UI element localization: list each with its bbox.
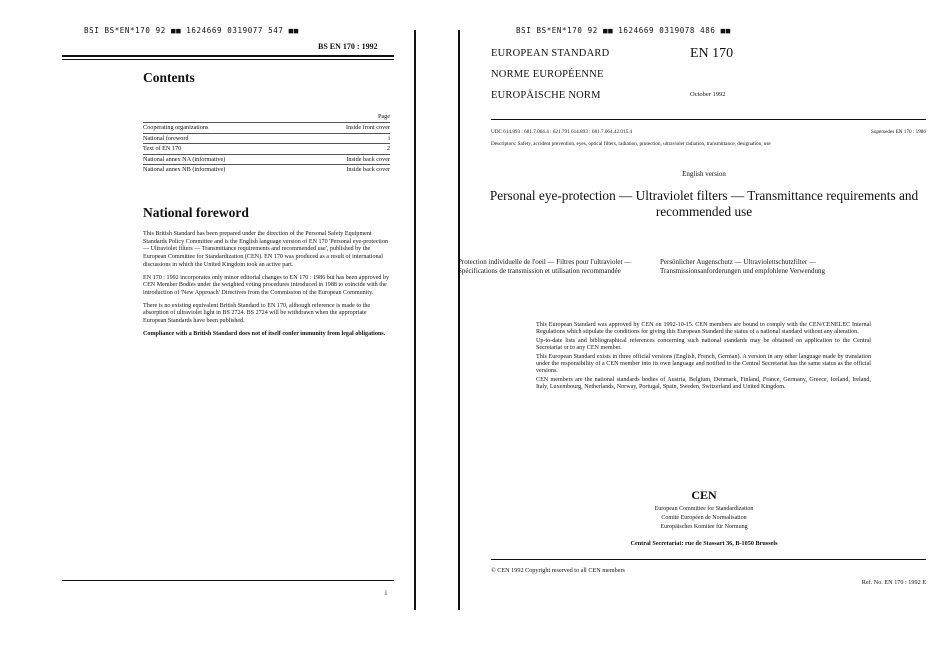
scan-header-left: BSI BS*EN*170 92 ■■ 1624669 0319077 547 ■■ xyxy=(84,26,299,35)
cen-logo: CEN xyxy=(691,488,717,502)
reference-number: Ref. No. EN 170 : 1992 E xyxy=(861,579,926,586)
toc-label: Text of EN 170 xyxy=(143,145,182,152)
header-rule xyxy=(62,55,394,57)
scan-header-right: BSI BS*EN*170 92 ■■ 1624669 0319078 486 ■■ xyxy=(516,26,731,35)
toc-row xyxy=(143,164,390,175)
foreword-paragraph: EN 170 : 1992 incorporates only minor editorial changes to EN 170 : 1986 but has been approved by CEN Member Bodies under the weighted voting procedures introduced in 1988 to coincide with the introduction of 'New Approach' Directives from the Commission of the European Community. xyxy=(143,274,390,296)
toc-label: National foreword xyxy=(143,134,189,142)
central-secretariat: Central Secretariat: rue de Stassart 36, B-1050 Brussels xyxy=(630,540,778,547)
footer-rule xyxy=(62,580,394,581)
foreword-paragraph: This British Standard has been prepared under the direction of the Personal Safety Equipment Standards Policy Committee and is the English language version of EN 170 'Personal eye-protection — Ultraviolet filters — Transmittance requirements and recommended use', published by the European Committee for Standardization (CEN). EN 170 was produced as a result of international discussions in which the United Kingdom took an active part. xyxy=(143,231,388,268)
toc-label: National annex NA (informative) xyxy=(143,155,226,163)
contents-table xyxy=(143,113,390,175)
right-page xyxy=(458,0,950,672)
approval-paragraph: This European Standard was approved by CEN on 1992-10-15. CEN members are bound to comply with the CEN/CENELEC Internal Regulations which stipulate the conditions for giving this European Standard the status of a national standard without any alteration. xyxy=(536,322,871,336)
footer-rule-right xyxy=(491,559,926,560)
toc-page: Inside back cover xyxy=(346,155,390,163)
cen-name-fr: Comité Européen de Normalisation xyxy=(661,515,747,521)
udc-line: UDC 614.893 : 681.7.064.4 : 621.791 614.893 : 681.7.064.42.015.4 xyxy=(491,129,633,135)
cen-name-de: Europäisches Komitee für Normung xyxy=(660,524,748,530)
foreword-paragraph: There is no existing equivalent British Standard to EN 170, although reference is made to the absorption of ultraviolet light in BS 2724. BS 2724 will be withdrawn when the appropriate European Standards have been published. xyxy=(143,302,371,325)
approval-paragraph: CEN members are the national standards bodies of Austria, Belgium, Denmark, Finland, France, Germany, Greece, Iceland, Ireland, Italy, Luxembourg, Netherlands, Norway, Portugal, Spain, Sweden, Switzerland and United Kingdom. xyxy=(536,376,871,391)
approval-paragraph: Up-to-date lists and bibliographical references concerning such national standards may be obtained on application to the Central Secretariat or to any CEN member. xyxy=(536,337,871,352)
standard-line-de: EUROPÄISCHE NORM xyxy=(491,90,601,101)
left-page-edge xyxy=(414,30,416,610)
toc-row xyxy=(143,143,390,154)
left-page xyxy=(0,0,420,672)
cen-name-en: European Committee for Standardization xyxy=(654,506,754,512)
foreword-body xyxy=(143,231,391,343)
toc-page: Inside front cover xyxy=(346,124,390,131)
approval-body xyxy=(536,322,871,393)
toc-row xyxy=(143,133,390,144)
toc-page-header: Page xyxy=(377,113,390,120)
toc-row xyxy=(143,122,390,133)
page-number: i xyxy=(385,589,387,597)
compliance-statement: Compliance with a British Standard does not of itself confer immunity from legal obligations. xyxy=(143,330,386,337)
english-version: English version xyxy=(682,170,726,178)
toc-page: i xyxy=(388,134,390,142)
en-number: EN 170 xyxy=(690,46,734,61)
national-foreword-title: National foreword xyxy=(143,205,249,220)
descriptors: Descriptors: Safety, accident prevention, eyes, optical filters, radiation, protection, ultraviolet radiation, transmittance, designation, use xyxy=(491,141,771,147)
standard-line-fr: NORME EUROPÉENNE xyxy=(491,69,604,80)
toc-label: Cooperating organizations xyxy=(143,124,209,131)
right-page-edge xyxy=(458,30,460,610)
standard-line-en: EUROPEAN STANDARD xyxy=(491,48,610,59)
copyright: © CEN 1992 Copyright reserved to all CEN members xyxy=(491,567,625,574)
toc-page: Inside back cover xyxy=(346,166,390,173)
bs-number: BS EN 170 : 1992 xyxy=(318,42,378,51)
toc-label: National annex NB (informative) xyxy=(143,166,226,173)
document-title: Personal eye-protection — Ultraviolet filters — Transmittance requirements and recommended use xyxy=(489,188,919,219)
title-german: Persönlicher Augenschutz — Ultraviolettschutzfilter — Transmissionsanforderungen und empfohlene Verwendung xyxy=(660,258,826,275)
publication-date: October 1992 xyxy=(690,91,726,98)
title-french: Protection individuelle de l'oeil — Filtres pour l'ultraviolet — Spécifications de transmission et utilisation recommandée xyxy=(458,258,632,275)
toc-row xyxy=(143,154,390,165)
contents-title: Contents xyxy=(143,70,195,85)
udc-rule xyxy=(491,119,926,120)
header-rule-thin xyxy=(62,59,394,60)
supersedes: Supersedes EN 170 : 1986 xyxy=(870,129,926,135)
toc-page: 2 xyxy=(386,145,390,152)
approval-paragraph: This European Standard exists in three official versions (English, French, German). A version in any other language made by translation under the responsibility of a CEN member into its own language and notified to the Central Secretariat has the same status as the official versions. xyxy=(536,353,871,375)
